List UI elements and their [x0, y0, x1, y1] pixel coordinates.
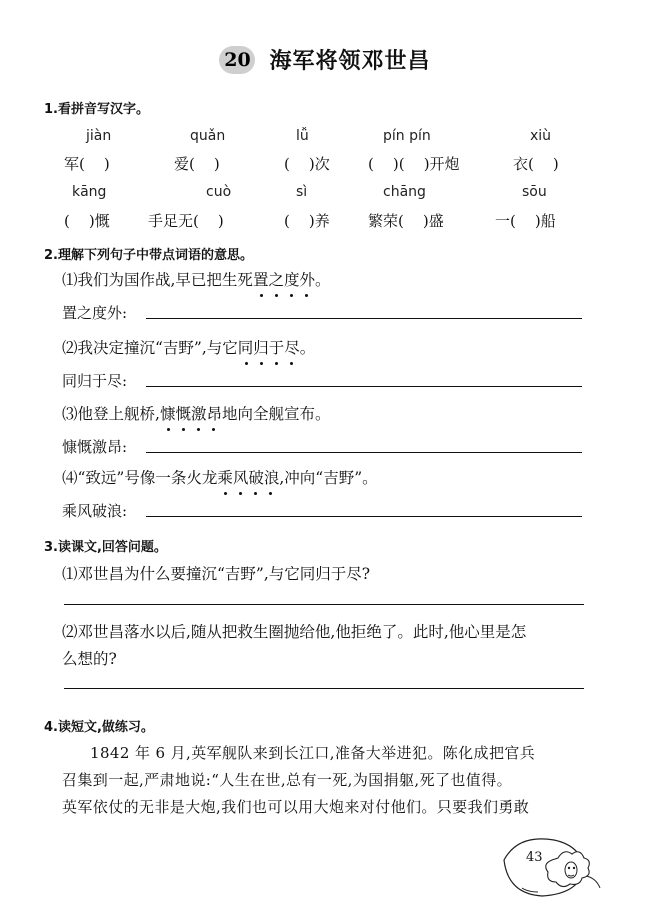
word-blank-quan[interactable]: 爱( ): [174, 155, 220, 173]
emphasis-dot: [212, 428, 215, 431]
lesson-title: 海军将领邓世昌: [269, 48, 431, 74]
pinyin-xiu: xiù: [530, 128, 552, 144]
pinyin-cuo: cuò: [206, 184, 232, 200]
pinyin-sou: sōu: [522, 184, 547, 200]
answer-label-1: 置之度外:: [62, 304, 128, 322]
sentence-2-text-after: 。: [299, 339, 316, 357]
word-blank-si[interactable]: ( )养: [284, 212, 330, 230]
passage-line-3: 英军依仗的无非是大炮,我们也可以用大炮来对付他们。只要我们勇敢: [62, 798, 530, 816]
answer-label-4: 乘风破浪:: [62, 502, 128, 520]
dotted-word-text: 同归于尽: [237, 339, 300, 357]
question-1: ⑴邓世昌为什么要撞沉“吉野”,与它同归于尽?: [62, 565, 371, 583]
sentence-1: [62, 268, 330, 290]
pinyin-quan: quǎn: [190, 128, 226, 144]
emphasis-dot: [290, 294, 293, 297]
answer-line-1[interactable]: [146, 318, 582, 319]
passage-line-2: 召集到一起,严肃地说:“人生在世,总有一死,为国捐躯,死了也值得。: [62, 771, 512, 789]
word-blank-sou[interactable]: 一( )船: [495, 212, 556, 230]
sentence-4: [62, 466, 378, 488]
emphasis-dot: [260, 294, 263, 297]
section-3-heading: 3.读课文,回答问题。: [44, 540, 167, 555]
pinyin-chang: chāng: [383, 184, 426, 200]
sentence-4-text-after: ,冲向“吉野”。: [279, 469, 378, 487]
answer-line-3[interactable]: [146, 452, 582, 453]
sentence-1-text-after: 。: [314, 271, 331, 289]
sentence-4-dotted-word: [217, 469, 279, 487]
answer-line-4[interactable]: [146, 516, 582, 517]
answer-line-2[interactable]: [146, 386, 582, 387]
emphasis-dot: [290, 362, 293, 365]
sentence-2-text-before: ⑵我决定撞沉“吉野”,与它: [62, 339, 238, 357]
cartoon-sheep-icon: [498, 830, 610, 900]
sentence-3-dotted-word: [160, 405, 222, 423]
sentence-2-dotted-word: [238, 339, 300, 357]
section-1-heading: 1.看拼音写汉字。: [44, 102, 149, 117]
dotted-word-text: 置之度外: [252, 271, 315, 289]
word-blank-lv[interactable]: ( )次: [284, 155, 330, 173]
pinyin-kang: kāng: [72, 184, 107, 200]
emphasis-dot: [260, 362, 263, 365]
sentence-4-text-before: ⑷“致远”号像一条火龙: [62, 469, 218, 487]
word-blank-jian[interactable]: 军( ): [64, 155, 110, 173]
emphasis-dot: [182, 428, 185, 431]
sentence-1-dotted-word: [253, 271, 315, 289]
emphasis-dot: [245, 362, 248, 365]
emphasis-dot: [269, 492, 272, 495]
word-blank-chang[interactable]: 繁荣( )盛: [368, 212, 444, 230]
pinyin-pinpin: pín pín: [383, 128, 431, 144]
answer-label-3: 慷慨激昂:: [62, 438, 128, 456]
sentence-2: [62, 336, 315, 358]
question-2-line-1: ⑵邓世昌落水以后,随从把救生圈抛给他,他拒绝了。此时,他心里是怎: [62, 623, 527, 641]
word-blank-cuo[interactable]: 手足无( ): [148, 212, 224, 230]
lesson-header: [0, 44, 650, 75]
emphasis-dot: [254, 492, 257, 495]
lesson-number-badge: 20: [219, 46, 255, 74]
word-blank-pinpin[interactable]: ( )( )开炮: [368, 155, 460, 173]
emphasis-dot: [224, 492, 227, 495]
page-number: 43: [526, 850, 543, 865]
emphasis-dot: [305, 294, 308, 297]
sentence-3: [62, 402, 330, 424]
passage-line-1: 1842 年 6 月,英军舰队来到长江口,准备大举进犯。陈化成把官兵: [90, 744, 536, 762]
dotted-word-text: 乘风破浪: [217, 469, 280, 487]
dotted-word-text: 慷慨激昂: [159, 405, 222, 423]
section-2-heading: 2.理解下列句子中带点词语的意思。: [44, 248, 253, 263]
pinyin-lv: lǚ: [296, 128, 309, 144]
question-2-line-2: 么想的?: [62, 650, 117, 668]
emphasis-dot: [197, 428, 200, 431]
question-2-answer-line[interactable]: [64, 688, 584, 689]
emphasis-dot: [275, 362, 278, 365]
emphasis-dot: [239, 492, 242, 495]
sentence-3-text-before: ⑶他登上舰桥,: [62, 405, 160, 423]
pinyin-jian: jiàn: [86, 128, 112, 144]
emphasis-dot: [167, 428, 170, 431]
word-blank-kang[interactable]: ( )慨: [64, 212, 110, 230]
page-number-decoration: [498, 830, 610, 900]
section-4-heading: 4.读短文,做练习。: [44, 720, 154, 735]
sentence-3-text-after: 地向全舰宣布。: [221, 405, 331, 423]
answer-label-2: 同归于尽:: [62, 372, 128, 390]
emphasis-dot: [275, 294, 278, 297]
question-1-answer-line[interactable]: [64, 604, 584, 605]
word-blank-xiu[interactable]: 衣( ): [513, 155, 559, 173]
sentence-1-text-before: ⑴我们为国作战,早已把生死: [62, 271, 253, 289]
pinyin-si: sì: [296, 184, 308, 200]
